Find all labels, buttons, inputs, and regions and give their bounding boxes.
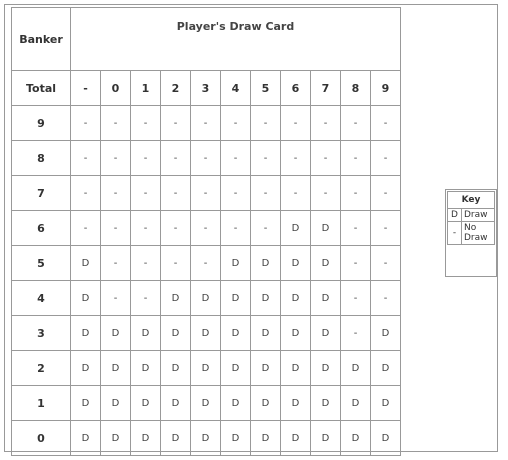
draw-cell: -: [161, 176, 191, 211]
draw-cell: D: [71, 421, 101, 456]
draw-cell: D: [311, 421, 341, 456]
draw-cell: D: [131, 351, 161, 386]
draw-cell: -: [371, 211, 401, 246]
draw-cell: D: [71, 246, 101, 281]
draw-cell: -: [191, 106, 221, 141]
draw-cell: -: [131, 246, 161, 281]
draw-cell: D: [281, 386, 311, 421]
draw-cell: -: [341, 106, 371, 141]
draw-cell: -: [161, 141, 191, 176]
draw-cell: -: [341, 176, 371, 211]
table-title: Player's Draw Card: [71, 8, 401, 71]
column-header: 9: [371, 71, 401, 106]
draw-cell: D: [101, 316, 131, 351]
draw-cell: -: [221, 106, 251, 141]
draw-cell: -: [221, 211, 251, 246]
draw-cell: -: [101, 141, 131, 176]
draw-cell: -: [191, 176, 221, 211]
draw-cell: -: [221, 141, 251, 176]
table-row: [12, 106, 401, 141]
banker-draw-table: [11, 7, 401, 456]
draw-cell: -: [101, 211, 131, 246]
draw-cell: D: [101, 351, 131, 386]
draw-cell: D: [191, 421, 221, 456]
draw-cell: -: [371, 246, 401, 281]
draw-cell: D: [251, 281, 281, 316]
draw-cell: D: [221, 281, 251, 316]
banker-total: 8: [12, 141, 71, 176]
draw-cell: D: [251, 246, 281, 281]
draw-cell: D: [311, 211, 341, 246]
table-row: [12, 386, 401, 421]
table-row: [12, 281, 401, 316]
draw-cell: D: [251, 351, 281, 386]
draw-cell: D: [341, 386, 371, 421]
total-header: Total: [12, 71, 71, 106]
draw-cell: -: [191, 141, 221, 176]
draw-cell: -: [371, 281, 401, 316]
draw-cell: D: [191, 351, 221, 386]
draw-cell: -: [251, 141, 281, 176]
column-header-row: [12, 71, 401, 106]
draw-cell: D: [161, 386, 191, 421]
draw-cell: D: [251, 386, 281, 421]
draw-cell: D: [131, 386, 161, 421]
banker-total: 9: [12, 106, 71, 141]
draw-cell: -: [341, 316, 371, 351]
table-row: [12, 316, 401, 351]
draw-cell: D: [71, 281, 101, 316]
draw-cell: D: [281, 281, 311, 316]
key-label: Draw: [462, 209, 495, 222]
banker-total: 0: [12, 421, 71, 456]
draw-cell: -: [71, 106, 101, 141]
draw-cell: D: [221, 316, 251, 351]
draw-cell: -: [251, 176, 281, 211]
draw-cell: D: [311, 281, 341, 316]
column-header: 1: [131, 71, 161, 106]
draw-cell: D: [221, 246, 251, 281]
draw-cell: D: [251, 421, 281, 456]
draw-cell: D: [341, 351, 371, 386]
draw-cell: D: [221, 421, 251, 456]
draw-cell: -: [161, 211, 191, 246]
column-header: 7: [311, 71, 341, 106]
column-header: 8: [341, 71, 371, 106]
draw-cell: -: [71, 176, 101, 211]
draw-cell: -: [71, 141, 101, 176]
draw-cell: -: [161, 106, 191, 141]
draw-cell: D: [311, 246, 341, 281]
draw-cell: -: [341, 281, 371, 316]
draw-cell: -: [251, 106, 281, 141]
banker-total: 1: [12, 386, 71, 421]
draw-cell: -: [341, 211, 371, 246]
draw-cell: -: [131, 176, 161, 211]
banker-total: 5: [12, 246, 71, 281]
draw-cell: D: [161, 281, 191, 316]
draw-cell: -: [371, 176, 401, 211]
table-row: [12, 246, 401, 281]
key-item-no-draw: [448, 222, 495, 245]
draw-cell: D: [341, 421, 371, 456]
column-header: -: [71, 71, 101, 106]
table-row: [12, 141, 401, 176]
draw-cell: -: [101, 106, 131, 141]
draw-cell: -: [131, 281, 161, 316]
draw-cell: -: [131, 141, 161, 176]
banker-header: Banker: [12, 8, 71, 71]
draw-cell: -: [101, 246, 131, 281]
column-header: 2: [161, 71, 191, 106]
draw-cell: D: [191, 316, 221, 351]
banker-total: 4: [12, 281, 71, 316]
draw-cell: D: [191, 281, 221, 316]
key-symbol: -: [448, 222, 462, 245]
draw-cell: D: [131, 421, 161, 456]
column-header: 0: [101, 71, 131, 106]
draw-cell: D: [311, 316, 341, 351]
key-title: Key: [448, 192, 495, 209]
draw-cell: D: [281, 316, 311, 351]
table-row: [12, 351, 401, 386]
key-label: No Draw: [462, 222, 495, 245]
draw-cell: D: [311, 386, 341, 421]
draw-cell: D: [101, 421, 131, 456]
draw-cell: D: [101, 386, 131, 421]
title-row: [12, 8, 401, 71]
draw-cell: -: [161, 246, 191, 281]
draw-cell: -: [281, 106, 311, 141]
banker-total: 7: [12, 176, 71, 211]
draw-cell: D: [281, 421, 311, 456]
draw-cell: D: [161, 421, 191, 456]
draw-cell: D: [281, 351, 311, 386]
draw-cell: D: [281, 211, 311, 246]
column-header: 6: [281, 71, 311, 106]
draw-cell: -: [251, 211, 281, 246]
table-row: [12, 421, 401, 456]
draw-cell: D: [71, 386, 101, 421]
draw-cell: -: [371, 141, 401, 176]
draw-cell: -: [311, 176, 341, 211]
draw-cell: D: [371, 351, 401, 386]
draw-cell: -: [341, 141, 371, 176]
draw-cell: D: [221, 386, 251, 421]
draw-cell: -: [131, 106, 161, 141]
key-symbol: D: [448, 209, 462, 222]
draw-cell: D: [71, 351, 101, 386]
draw-cell: -: [101, 281, 131, 316]
draw-cell: D: [251, 316, 281, 351]
banker-total: 2: [12, 351, 71, 386]
table-row: [12, 176, 401, 211]
column-header: 4: [221, 71, 251, 106]
draw-cell: D: [161, 351, 191, 386]
draw-cell: D: [161, 316, 191, 351]
legend-key: [447, 191, 495, 245]
draw-cell: -: [341, 246, 371, 281]
draw-cell: D: [131, 316, 161, 351]
table-row: [12, 211, 401, 246]
column-header: 3: [191, 71, 221, 106]
draw-cell: -: [221, 176, 251, 211]
draw-cell: -: [191, 211, 221, 246]
draw-cell: -: [101, 176, 131, 211]
draw-cell: -: [281, 141, 311, 176]
key-item-draw: [448, 209, 495, 222]
draw-cell: D: [371, 421, 401, 456]
draw-cell: -: [311, 141, 341, 176]
draw-cell: D: [281, 246, 311, 281]
draw-cell: D: [71, 316, 101, 351]
key-title-row: [448, 192, 495, 209]
draw-cell: -: [311, 106, 341, 141]
banker-total: 3: [12, 316, 71, 351]
column-header: 5: [251, 71, 281, 106]
draw-cell: D: [191, 386, 221, 421]
draw-cell: -: [131, 211, 161, 246]
draw-cell: -: [191, 246, 221, 281]
banker-total: 6: [12, 211, 71, 246]
draw-cell: -: [281, 176, 311, 211]
draw-cell: -: [71, 211, 101, 246]
draw-cell: D: [311, 351, 341, 386]
draw-cell: D: [371, 316, 401, 351]
draw-cell: D: [221, 351, 251, 386]
draw-cell: -: [371, 106, 401, 141]
draw-cell: D: [371, 386, 401, 421]
draw-rules-panel: [4, 4, 498, 452]
